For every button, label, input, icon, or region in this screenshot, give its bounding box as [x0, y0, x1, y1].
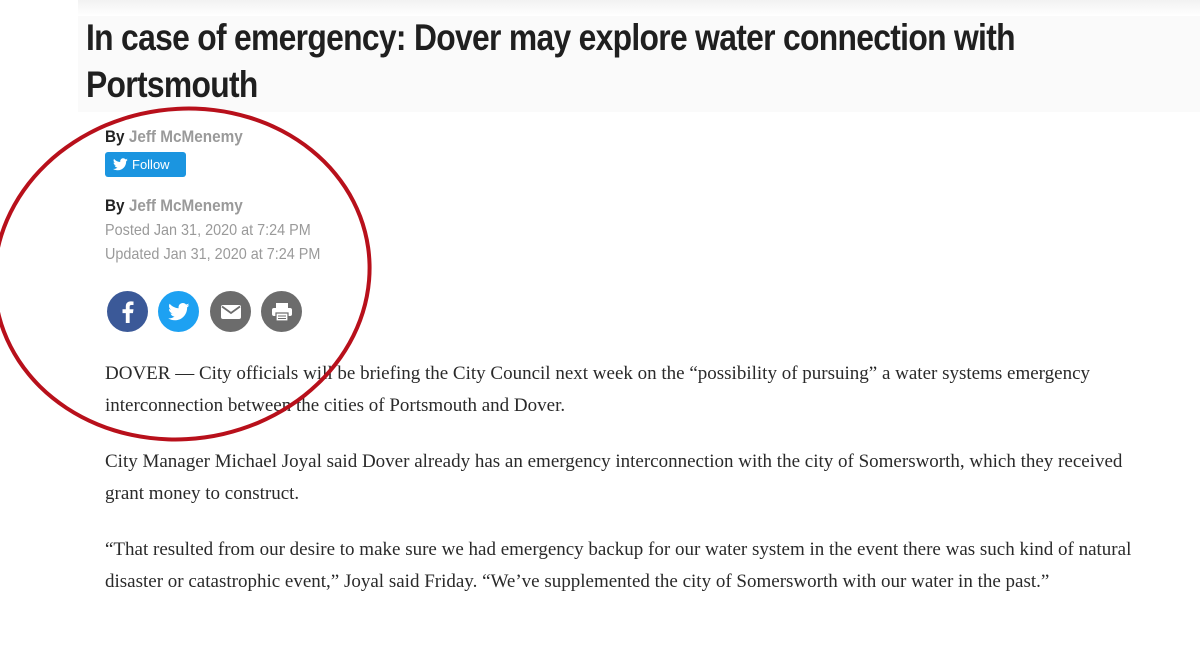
byline-top	[105, 127, 243, 147]
follow-label: Follow	[132, 157, 170, 172]
author-link[interactable]: Jeff McMenemy	[128, 127, 243, 146]
article-paragraph: “That resulted from our desire to make sure we had emergency backup for our water system in the event there was such kind of natural disaster or catastrophic event,” Joyal said Friday. “We’ve supplemented the city of Somersworth with our water in the past.”	[105, 539, 1132, 592]
share-facebook-button[interactable]	[107, 291, 148, 332]
posted-date: Posted Jan 31, 2020 at 7:24 PM	[105, 222, 311, 239]
facebook-icon	[118, 301, 138, 323]
author-link[interactable]: Jeff McMenemy	[128, 196, 243, 215]
twitter-follow-button[interactable]	[105, 152, 186, 177]
share-email-button[interactable]	[210, 291, 251, 332]
updated-date: Updated Jan 31, 2020 at 7:24 PM	[105, 246, 321, 263]
byline-main	[105, 196, 243, 216]
article-paragraph: DOVER — City officials will be briefing the City Council next week on the “possibility of pursuing” a water systems emergency interconnection between the cities of Portsmouth and Dover.	[105, 363, 1091, 416]
article-paragraph: City Manager Michael Joyal said Dover already has an emergency interconnection with the city of Somersworth, which they received grant money to construct.	[105, 451, 1123, 504]
byline-prefix: By	[105, 127, 125, 146]
email-icon	[220, 304, 242, 320]
byline-prefix: By	[105, 196, 125, 215]
article-headline: In case of emergency: Dover may explore water connection with Portsmouth	[86, 17, 1015, 105]
twitter-bird-icon	[113, 158, 128, 171]
twitter-icon	[168, 303, 190, 321]
share-print-button[interactable]	[261, 291, 302, 332]
print-icon	[271, 302, 293, 322]
share-twitter-button[interactable]	[158, 291, 199, 332]
